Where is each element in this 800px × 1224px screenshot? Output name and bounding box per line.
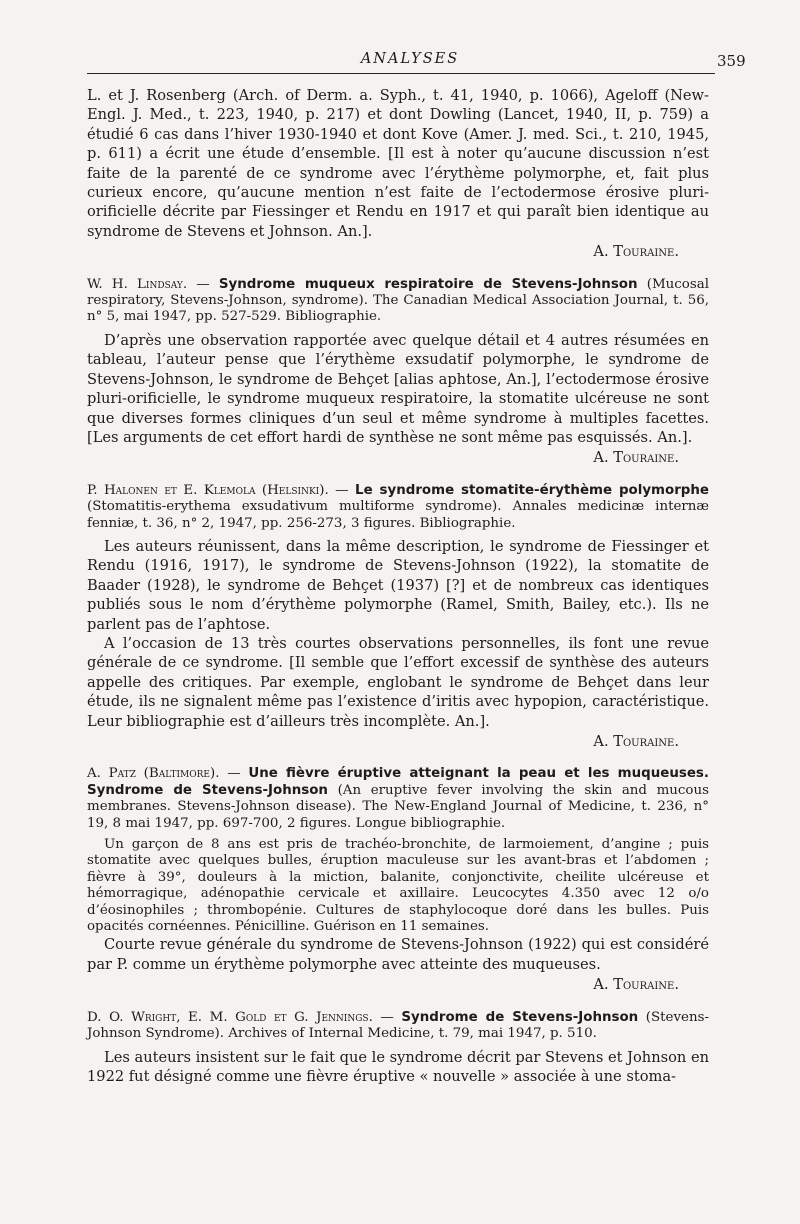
reference-details: (Stomatitis-erythema exsudativum multiforme syndrome). Annales medicinæ internæ fenniæ, t. 36, n° 2, 1947, pp. 256-273, 3 figures. Bibliographie. [87, 499, 709, 531]
page-body [87, 86, 709, 1086]
reference-details: (An eruptive fever involving the skin and mucous membranes. Stevens-Johnson disease). The New-England Journal of Medicine, t. 236, n° 19, 8 mai 1947, pp. 697-700, 2 figures. Longue bibliographie. [87, 782, 709, 831]
reference-author: W. H. Lindsay. — [87, 276, 210, 292]
reference-title: Syndrome de Stevens-Johnson [401, 1009, 639, 1025]
continued-paragraph: L. et J. Rosenberg (Arch. of Derm. a. Syph., t. 41, 1940, p. 1066), Ageloff (New-Engl. J. Med., t. 223, 1940, p. 217) et dont Dowling (Lancet, 1940, II, p. 759) a étudié 6 cas dans l’hiver 1930-1940 et dont Kove (Amer. J. med. Sci., t. 210, 1945, p. 611) a écrit une étude d’ensemble. [Il est à noter qu’aucune discussion n’est faite de la parenté de ce syndrome avec l’érythème polymorphe, et, fait plus curieux encore, qu’aucune mention n’est faite de l’ectodermose érosive pluri-orificielle décrite par Fiessinger et Rendu en 1917 et qui paraît bien identique au syndrome de Stevens et Johnson. An.]. [87, 87, 709, 240]
reference-author: D. O. Wright, E. M. Gold et G. Jennings. — [87, 1009, 394, 1025]
reference-details: (Mucosal respiratory, Stevens-Johnson, syndrome). The Canadian Medical Association Journal, t. 56, n° 5, mai 1947, pp. 527-529. Bibliographie. [87, 276, 710, 325]
case-report-paragraph: Un garçon de 8 ans est pris de trachéo-bronchite, de larmoiement, d’angine ; puis stomatite avec quelques bulles, éruption maculeuse sur les avant-bras et l’abdomen ; fièvre à 39°, douleurs à la miction, balanite, conjonctivite, cheilite ulcéreuse et hémorragique, adénopathie cervicale et axillaire. Leucocytes 4.350 avec 12 o/o d’éosinophiles ; thrombopénie. Cultures de staphylocoque doré dans les bulles. Puis opacités cornéennes. Pénicilline. Guérison en 11 semaines. [87, 837, 709, 935]
reviewer-signature: A. Touraine. [593, 976, 679, 994]
abstract-reference-patz [87, 766, 709, 832]
reviewer-signature: A. Touraine. [593, 449, 679, 467]
abstract-paragraph: Les auteurs insistent sur le fait que le syndrome décrit par Stevens et Johnson en 1922 fut désigné comme une fièvre éruptive « nouvelle » associée à une stoma- [87, 1048, 709, 1085]
reference-author: A. Patz (Baltimore). — [87, 766, 241, 782]
abstract-paragraph: D’après une observation rapportée avec quelque détail et 4 autres résumées en tableau, l’auteur pense que l’érythème exsudatif polymorphe, le syndrome de Stevens-Johnson, le syndrome de Behçet [alias aphtose, An.], l’ectodermose érosive pluri-orificielle, le syndrome muqueux respiratoire, la stomatite ulcéreuse ne sont que diverses formes cliniques d’un seul et même syndrome à multiples facettes. [Les arguments de cet effort hardi de synthèse ne sont même pas esquissés. An.]. [87, 331, 709, 446]
page-number: 359 [717, 52, 746, 70]
abstract-reference-lindsay [87, 277, 709, 326]
abstract-paragraph: A l’occasion de 13 très courtes observations personnelles, ils font une revue générale de ce syndrome. [Il semble que l’effort excessif de synthèse des auteurs appelle des critiques. Par exemple, englobant le syndrome de Behçet dans leur étude, ils ne signalent même pas l’existence d’iritis avec hypopion, caractéristique. Leur bibliographie est d’ailleurs très incomplète. An.]. [87, 634, 709, 730]
running-title: ANALYSES [360, 51, 460, 67]
reviewer-signature: A. Touraine. [593, 733, 679, 750]
reference-details: (Stevens-Johnson Syndrome). Archives of Internal Medicine, t. 79, mai 1947, p. 510. [87, 1009, 709, 1042]
reviewer-signature: A. Touraine. [593, 243, 679, 261]
abstract-paragraph: Courte revue générale du syndrome de Stevens-Johnson (1922) qui est considéré par P. comme un érythème polymorphe avec atteinte des muqueuses. [87, 936, 709, 973]
abstract-paragraph: Les auteurs réunissent, dans la même description, le syndrome de Fiessinger et Rendu (1916, 1917), le syndrome de Stevens-Johnson (1922), la stomatite de Baader (1928), le syndrome de Behçet (1937) [?] et de nombreux cas identiques publiés sous le nom d’érythème polymorphe (Ramel, Smith, Bailey, etc.). Ils ne parlent pas de l’aphtose. [87, 537, 709, 633]
abstract-reference-halonen [87, 483, 709, 532]
reference-title: Le syndrome stomatite-érythème polymorphe [355, 482, 709, 498]
header-rule [87, 73, 715, 74]
reference-title: Une fièvre éruptive atteignant la peau et les muqueuses. Syndrome de Stevens-Johnson [87, 766, 709, 798]
reference-title: Syndrome muqueux respiratoire de Stevens-Johnson [218, 276, 638, 292]
reference-author: P. Halonen et E. Klemola (Helsinki). — [87, 482, 349, 498]
abstract-reference-wright [87, 1010, 709, 1043]
